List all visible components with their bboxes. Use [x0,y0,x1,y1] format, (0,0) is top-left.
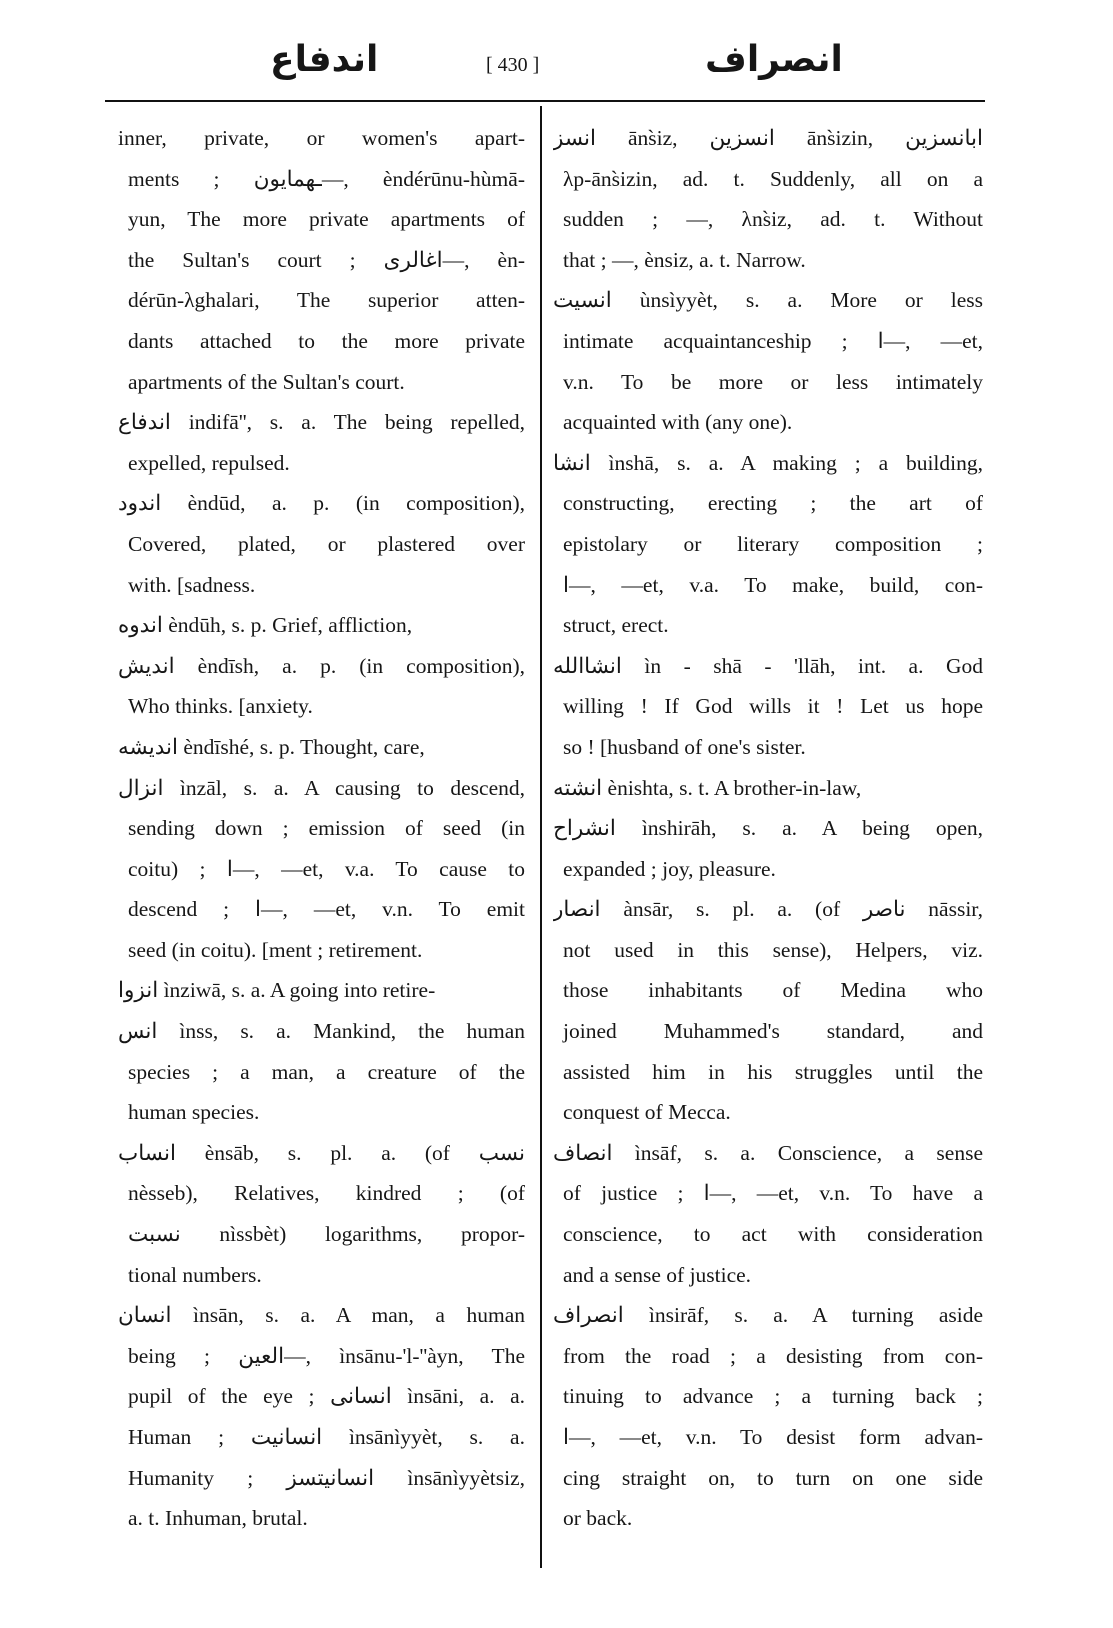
entry-line: ا—, —et, v.a. To make, build, con- [563,572,983,597]
entry-line: v.n. To be more or less intimately [563,369,983,394]
entry-line: انزوا ìnziwā, s. a. A going into retire- [118,978,436,1003]
entry-line: انشراح ìnshirāh, s. a. A being open, [553,816,983,841]
entry-line: being ; العين—, ìnsānu-'l-''àyn, The [128,1343,525,1368]
entry-line: انصار ànsār, s. pl. a. (of ناصر nāssir, [553,897,983,922]
entry-line: tional numbers. [128,1262,262,1287]
dictionary-entry [118,483,525,605]
dictionary-entry [553,808,983,889]
entry-line: expanded ; joy, pleasure. [563,856,776,881]
page-number: [ 430 ] [486,54,540,76]
entry-line: نسبت nìssbèt) logarithms, propor- [128,1222,525,1247]
entry-line: انديش èndīsh, a. p. (in composition), [118,653,525,678]
entry-line: ments ; ـهمايون—, èndérūnu-hùmā- [128,166,525,191]
entry-line: sending down ; emission of seed (in [128,816,525,841]
entry-line: Human ; انسانيت ìnsānìyyèt, s. a. [128,1425,525,1449]
entry-line: اندوه èndūh, s. p. Grief, affliction, [118,613,413,638]
dictionary-entry [553,1295,983,1539]
entry-line: pupil of the eye ; انسانى ìnsāni, a. a. [128,1384,525,1409]
entry-line: ا—, —et, v.n. To desist form advan- [563,1425,983,1449]
entry-line: those inhabitants of Medina who [563,978,983,1003]
column-divider [540,106,542,1568]
dictionary-entry [118,402,525,483]
entry-line: that ; —, ènsiz, a. t. Narrow. [563,247,806,272]
entry-line: not used in this sense), Helpers, viz. [563,937,983,962]
entry-line: انصراف ìnsirāf, s. a. A turning aside [553,1303,983,1328]
entry-line: انشته ènishta, s. t. A brother-in-law, [553,775,862,800]
dictionary-entry [118,1295,525,1539]
entry-line: the Sultan's court ; اغالرى—, èn- [128,247,525,272]
entry-line: انشا ìnshā, s. a. A making ; a building, [553,450,983,475]
right-column [553,118,983,1539]
entry-line: انديشه èndīshé, s. p. Thought, care, [118,734,425,759]
entry-line: انسان ìnsān, s. a. A man, a human [118,1303,525,1328]
entry-line: λp-āns̀izin, ad. t. Suddenly, all on a [563,166,983,191]
entry-line: nèsseb), Relatives, kindred ; (of [128,1181,525,1206]
entry-line: dérūn-λghalari, The superior atten- [128,288,525,313]
entry-line: sudden ; —, λns̀iz, ad. t. Without [563,207,983,232]
entry-line: joined Muhammed's standard, and [563,1019,983,1044]
entry-line: انزال ìnzāl, s. a. A causing to descend, [118,775,525,800]
entry-line: expelled, repulsed. [128,450,290,475]
entry-line: Humanity ; انسانيتسز ìnsānìyyètsiz, [128,1465,525,1490]
entry-line: and a sense of justice. [563,1262,752,1287]
entry-line: epistolary or literary composition ; [563,531,983,556]
entry-line: Covered, plated, or plastered over [128,531,525,556]
entry-line: inner, private, or women's apart- [118,126,525,150]
entry-line: اندفاع indifā'', s. a. The being repelled, [118,410,525,435]
entry-line: human species. [128,1100,260,1125]
left-column [118,118,525,1539]
entry-line: acquainted with (any one). [563,410,793,435]
entry-line: assisted him in his struggles until the [563,1059,983,1084]
entry-line: cing straight on, to turn on one side [563,1465,983,1490]
entry-line: conquest of Mecca. [563,1100,731,1125]
dictionary-entry [553,768,983,809]
dictionary-entry [553,280,983,442]
entry-line: from the road ; a desisting from con- [563,1343,983,1368]
entry-line: descend ; ا—, —et, v.n. To emit [128,897,525,922]
entry-line: apartments of the Sultan's court. [128,369,405,394]
entry-line: انصاف ìnsāf, s. a. Conscience, a sense [553,1140,983,1165]
dictionary-entry [118,605,525,646]
dictionary-entry [553,443,983,646]
entry-line: or back. [563,1506,633,1531]
dictionary-entry [118,970,525,1011]
dictionary-entry [118,1133,525,1295]
dictionary-entry [118,727,525,768]
entry-line: انس ìnss, s. a. Mankind, the human [118,1019,525,1044]
entry-line: انسيت ùnsìyyèt, s. a. More or less [553,288,983,313]
entry-line: constructing, erecting ; the art of [563,491,983,516]
dictionary-entry [118,1011,525,1133]
entry-line: willing ! If God wills it ! Let us hope [563,694,983,719]
entry-line: so ! [husband of one's sister. [563,734,806,759]
dictionary-entry [118,646,525,727]
entry-line: intimate acquaintanceship ; ا—, —et, [563,328,983,353]
header-right-word: انصراف [705,39,843,80]
entry-line: coitu) ; ا—, —et, v.a. To cause to [128,856,525,881]
entry-line: conscience, to act with consideration [563,1222,983,1247]
dictionary-entry [553,646,983,768]
entry-line: seed (in coitu). [ment ; retirement. [128,937,423,962]
entry-line: Who thinks. [anxiety. [128,694,313,719]
entry-line: انسز āns̀iz, انسزين āns̀izin, ابانسزين [553,126,983,150]
entry-line: اندود èndūd, a. p. (in composition), [118,491,525,516]
entry-line: struct, erect. [563,613,669,638]
entry-line: of justice ; ا—, —et, v.n. To have a [563,1181,983,1206]
header-left-word: اندفاع [270,39,379,80]
entry-line: yun, The more private apartments of [128,207,525,232]
dictionary-entry [553,889,983,1133]
entry-line: dants attached to the more private [128,328,525,353]
entry-line: a. t. Inhuman, brutal. [128,1506,308,1531]
dictionary-entry [118,768,525,971]
entry-line: species ; a man, a creature of the [128,1059,525,1084]
header-rule [105,100,985,102]
entry-line: with. [sadness. [128,572,256,597]
dictionary-entry [553,1133,983,1295]
entry-line: tinuing to advance ; a turning back ; [563,1384,983,1409]
entry-line: انشاالله ìn - shā - 'llāh, int. a. God [553,653,983,678]
dictionary-entry [118,118,525,402]
entry-line: انساب ènsāb, s. pl. a. (of نسب [118,1140,525,1165]
dictionary-entry [553,118,983,280]
